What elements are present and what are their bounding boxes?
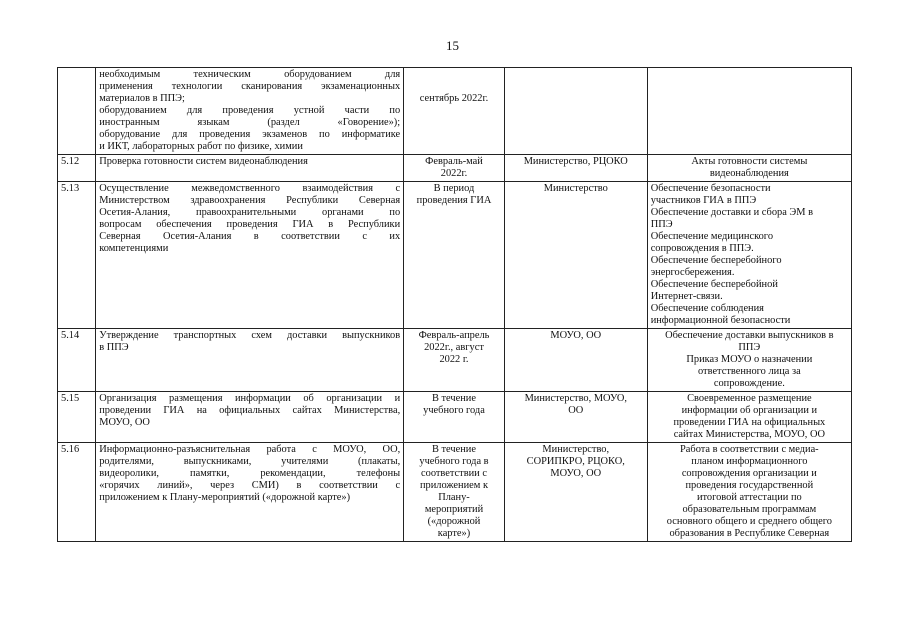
result-line: Интернет-связи.: [650, 291, 723, 302]
desc-line: материалов в ППЭ;: [99, 93, 185, 104]
result-cell: [647, 182, 851, 329]
desc-line: Осуществление межведомственного взаимодействия с: [99, 183, 401, 194]
deadline-cell: [404, 329, 505, 392]
result-line: проведении ГИА на официальных: [673, 417, 826, 428]
desc-line: «горячих линий», через СМИ) в соответствии с: [99, 480, 401, 491]
result-line: образовательным программам: [682, 504, 817, 515]
term-line: В течение: [431, 444, 476, 455]
result-line: участников ГИА в ППЭ: [650, 195, 757, 206]
result-line: информации об организации и: [681, 405, 818, 416]
term-line: приложением к: [419, 480, 488, 491]
resp-line: МОУО, ОО: [550, 330, 602, 341]
term-line: 2022г.: [440, 168, 468, 179]
desc-line: Организация размещения информации об организации и: [99, 393, 401, 404]
deadline-cell: [404, 155, 505, 182]
item-number-cell: [58, 443, 96, 542]
item-number-cell: [58, 182, 96, 329]
result-line: энергосбережения.: [650, 267, 735, 278]
term-line: мероприятий: [424, 504, 484, 515]
result-line: информационной безопасности: [650, 315, 791, 326]
result-line: основного общего и среднего общего: [666, 516, 832, 527]
desc-line: применения технологии сканирования экзаменационных: [99, 81, 401, 92]
result-line: сайтах Министерства, МОУО, ОО: [673, 429, 825, 440]
item-number-cell: [58, 392, 96, 443]
term-line: проведения ГИА: [416, 195, 492, 206]
resp-line: МОУО, ОО: [550, 468, 602, 479]
result-line: проведения государственной: [685, 480, 814, 491]
term-line: учебного года: [423, 405, 485, 416]
item-number-cell: [58, 68, 96, 155]
result-line: Акты готовности системы: [691, 156, 808, 167]
term-line: В период: [433, 183, 475, 194]
desc-line: приложением к Плану-мероприятий («дорожной карте»): [99, 492, 351, 503]
result-line: Работа в соответствии с медиа-: [680, 444, 819, 455]
term-line: учебного года в: [419, 456, 489, 467]
term-line: («дорожной: [427, 516, 481, 527]
item-number: 5.15: [61, 393, 80, 404]
resp-line: ОО: [568, 405, 584, 416]
desc-line: оборудованием для проведения устной части по: [99, 105, 401, 116]
term-line: В течение: [431, 393, 476, 404]
table-row: [58, 182, 852, 329]
responsible-cell: [504, 68, 647, 155]
resp-line: Министерство,: [542, 444, 610, 455]
result-line: планом информационного: [691, 456, 808, 467]
table-row: [58, 155, 852, 182]
page-number: 15: [446, 38, 459, 53]
item-number-cell: [58, 155, 96, 182]
deadline-cell: [404, 443, 505, 542]
desc-line: иностранным языкам (раздел «Говорение»);: [99, 117, 401, 128]
item-number: 5.13: [61, 183, 80, 194]
term-line: соответствии с: [421, 468, 487, 479]
table-row: [58, 329, 852, 392]
desc-line: и ИКТ, лабораторных работ по физике, химии: [99, 141, 303, 152]
desc-line: Северная Осетия-Алания в соответствии с их: [99, 231, 401, 242]
result-line: ППЭ: [738, 342, 761, 353]
item-number: 5.12: [61, 156, 80, 167]
result-line: Обеспечение медицинского: [650, 231, 774, 242]
desc-line: вопросам обеспечения проведения ГИА в Республики: [99, 219, 401, 230]
table-row: [58, 68, 852, 155]
result-cell: [647, 329, 851, 392]
plan-table: [57, 67, 852, 542]
desc-line: Утверждение транспортных схем доставки выпускников: [99, 330, 401, 341]
item-number: 5.16: [61, 444, 80, 455]
result-line: Обеспечение бесперебойного: [650, 255, 782, 266]
desc-line: видеоролики, памятки, рекомендации, телефоны: [99, 468, 401, 479]
result-line: Обеспечение доставки выпускников в: [665, 330, 834, 341]
term-line: 2022 г.: [439, 354, 469, 365]
item-number: 5.14: [61, 330, 80, 341]
desc-line: необходимым техническим оборудованием для: [99, 69, 401, 80]
responsible-cell: [504, 329, 647, 392]
desc-line: Информационно-разъяснительная работа с МОУО, ОО,: [99, 444, 401, 455]
desc-line: Проверка готовности систем видеонаблюдения: [99, 156, 308, 167]
term-line: [407, 81, 501, 93]
item-number: [61, 69, 64, 80]
term-line: Плану-: [438, 492, 470, 503]
description-cell: [96, 329, 404, 392]
deadline-cell: [404, 68, 505, 155]
item-number-cell: [58, 329, 96, 392]
description-cell: [96, 68, 404, 155]
description-cell: [96, 155, 404, 182]
desc-line: Осетия-Алания, правоохранительными органами по: [99, 207, 401, 218]
desc-line: МОУО, ОО: [99, 417, 150, 428]
result-line: Обеспечение бесперебойной: [650, 279, 778, 290]
desc-line: проведении ГИА на официальных сайтах Министерства,: [99, 405, 401, 416]
resp-line: Министерство: [543, 183, 608, 194]
deadline-cell: [404, 182, 505, 329]
desc-line: оборудование для проведения экзаменов по информатике: [99, 129, 401, 140]
term-line: карте»): [437, 528, 471, 539]
responsible-cell: [504, 392, 647, 443]
result-line: ответственного лица за: [698, 366, 801, 377]
result-line: ППЭ: [650, 219, 673, 230]
description-cell: [96, 443, 404, 542]
result-line: сопровождение.: [713, 378, 785, 389]
term-line: Февраль-апрель: [418, 330, 490, 341]
responsible-cell: [504, 182, 647, 329]
resp-line: СОРИПКРО, РЦОКО,: [526, 456, 625, 467]
description-cell: [96, 182, 404, 329]
term-line: сентябрь 2022г.: [419, 93, 489, 104]
responsible-cell: [504, 443, 647, 542]
result-line: Обеспечение безопасности: [650, 183, 771, 194]
result-cell: [647, 68, 851, 155]
resp-line: Министерство, МОУО,: [524, 393, 627, 404]
result-line: Обеспечение соблюдения: [650, 303, 764, 314]
desc-line: родителями, выпускниками, учителями (плакаты,: [99, 456, 401, 467]
table-row: [58, 443, 852, 542]
description-cell: [96, 392, 404, 443]
result-cell: [647, 392, 851, 443]
desc-line: Министерством здравоохранения Республики Северная: [99, 195, 401, 206]
result-line: Приказ МОУО о назначении: [686, 354, 813, 365]
result-line: образования в Республике Северная: [669, 528, 830, 539]
result-line: видеонаблюдения: [709, 168, 789, 179]
table-row: [58, 392, 852, 443]
result-line: итоговой аттестации по: [696, 492, 802, 503]
result-cell: [647, 155, 851, 182]
result-line: Своевременное размещение: [687, 393, 812, 404]
result-line: сопровождения в ППЭ.: [650, 243, 754, 254]
responsible-cell: [504, 155, 647, 182]
term-line: [407, 69, 501, 81]
term-line: 2022г., август: [424, 342, 484, 353]
result-line: Обеспечение доставки и сбора ЭМ в: [650, 207, 814, 218]
deadline-cell: [404, 392, 505, 443]
term-line: Февраль-май: [425, 156, 483, 167]
desc-line: компетенциями: [99, 243, 169, 254]
desc-line: в ППЭ: [99, 342, 129, 353]
result-cell: [647, 443, 851, 542]
result-line: сопровождения организации и: [681, 468, 817, 479]
resp-line: Министерство, РЦОКО: [523, 156, 628, 167]
